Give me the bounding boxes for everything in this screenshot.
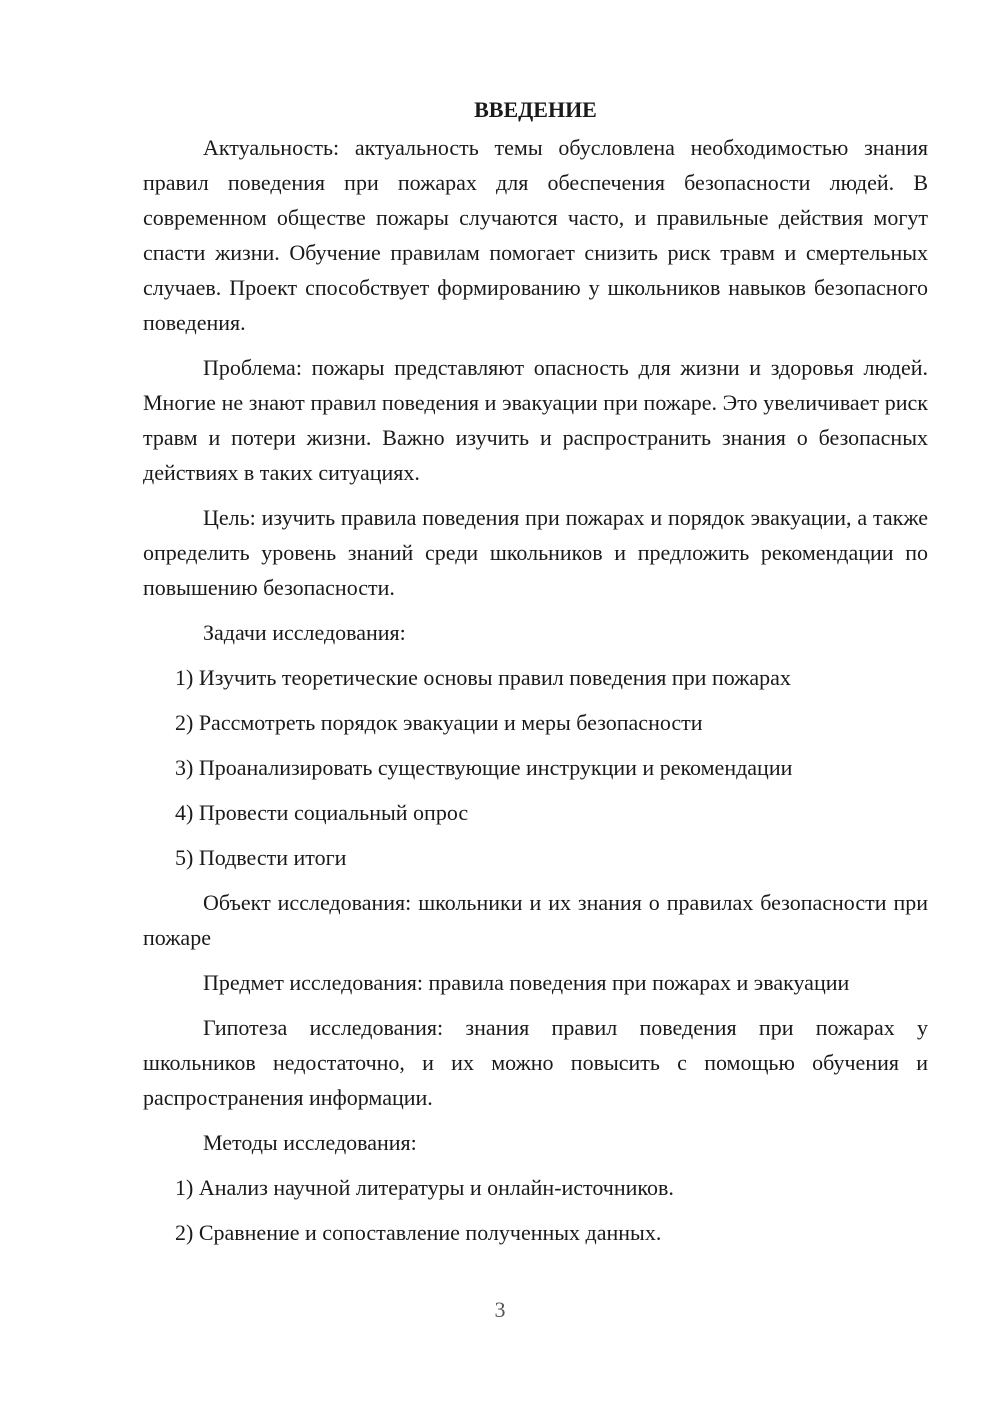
task-item: 1) Изучить теоретические основы правил поведения при пожарах	[175, 665, 791, 690]
task-item: 4) Провести социальный опрос	[175, 800, 469, 825]
page-number: 3	[494, 1297, 506, 1322]
tasks-label: Задачи исследования:	[203, 620, 406, 645]
task-item: 2) Рассмотреть порядок эвакуации и меры безопасности	[175, 710, 703, 735]
object-paragraph: Объект исследования: школьники и их знания о правилах безопасности при пожаре	[143, 890, 928, 950]
method-item: 1) Анализ научной литературы и онлайн-источников.	[175, 1175, 674, 1200]
document-page	[143, 90, 928, 1260]
hypothesis-paragraph: Гипотеза исследования: знания правил поведения при пожарах у школьников недостаточно, и их можно повысить с помощью обучения и распространения информации.	[143, 1015, 928, 1110]
section-heading: ВВЕДЕНИЕ	[474, 97, 597, 122]
methods-list	[143, 1170, 928, 1250]
method-item: 2) Сравнение и сопоставление полученных данных.	[175, 1220, 662, 1245]
tasks-list	[143, 660, 928, 875]
task-item: 3) Проанализировать существующие инструкции и рекомендации	[175, 755, 793, 780]
goal-paragraph: Цель: изучить правила поведения при пожарах и порядок эвакуации, а также определить уровень знаний среди школьников и предложить рекомендации по повышению безопасности.	[143, 505, 928, 600]
relevance-paragraph: Актуальность: актуальность темы обусловлена необходимостью знания правил поведения при пожарах для обеспечения безопасности людей. В современном обществе пожары случаются часто, и правильные действия могут спасти жизни. Обучение правилам помогает снизить риск травм и смертельных случаев. Проект способствует формированию у школьников навыков безопасного поведения.	[143, 135, 928, 335]
subject-paragraph: Предмет исследования: правила поведения при пожарах и эвакуации	[203, 970, 850, 995]
task-item: 5) Подвести итоги	[175, 845, 347, 870]
problem-paragraph: Проблема: пожары представляют опасность для жизни и здоровья людей. Многие не знают правил поведения и эвакуации при пожаре. Это увеличивает риск травм и потери жизни. Важно изучить и распространить знания о безопасных действиях в таких ситуациях.	[143, 355, 928, 485]
methods-label: Методы исследования:	[203, 1130, 417, 1155]
